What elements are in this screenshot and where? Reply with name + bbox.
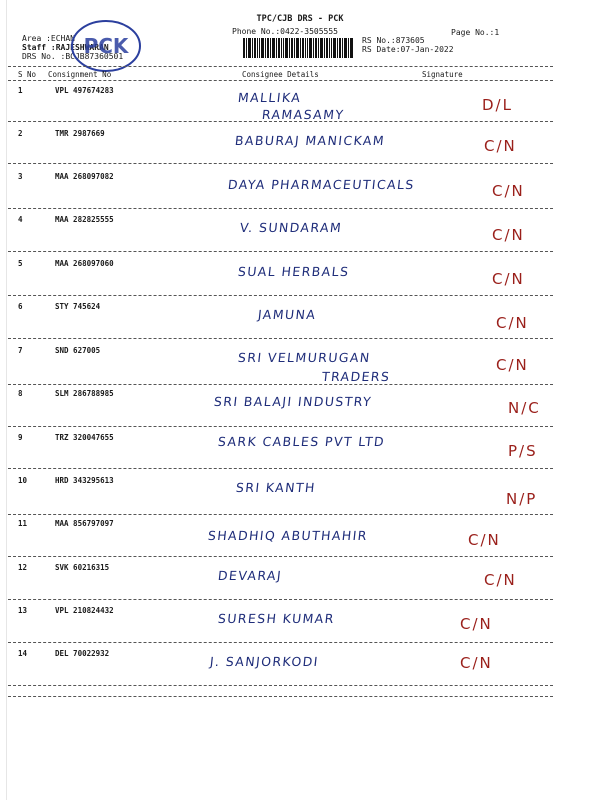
col-signature: Signature [422,70,463,79]
row-sno: 4 [18,215,23,224]
row-signature: C/N [460,615,493,633]
row-sno: 10 [18,476,28,485]
header-divider [8,66,553,67]
row-signature: C/N [496,314,529,332]
row-signature: C/N [492,270,525,288]
row-consignment: MAA 268097060 [55,259,114,268]
pck-stamp [62,18,144,76]
rs-block [362,36,454,54]
row-consignment: SLM 286788985 [55,389,114,398]
scan-edge [6,0,7,800]
row-signature: N/C [508,399,541,417]
row-sno: 8 [18,389,23,398]
row-consignee: J. SANJORKODI [209,654,320,669]
row-divider [8,251,553,252]
row-consignment: DEL 70022932 [55,649,110,658]
row-sno: 5 [18,259,23,268]
table-end-divider [8,696,553,697]
row-sno: 7 [18,346,23,355]
row-divider [8,208,553,209]
row-sno: 2 [18,129,23,138]
row-consignee: MALLIKA [237,90,303,105]
row-signature: C/N [492,182,525,200]
row-signature: C/N [484,137,517,155]
row-divider [8,685,553,686]
row-sno: 11 [18,519,28,528]
row-signature: C/N [468,531,501,549]
row-consignment: MAA 856797097 [55,519,114,528]
row-sno: 9 [18,433,23,442]
row-consignment: TMR 2987669 [55,129,105,138]
row-signature: P/S [508,442,538,460]
row-signature: D/L [482,96,513,114]
row-sno: 13 [18,606,28,615]
row-sno: 1 [18,86,23,95]
row-consignment: MAA 282825555 [55,215,114,224]
row-consignee: V. SUNDARAM [239,220,343,235]
row-divider [8,426,553,427]
row-consignment: VPL 497674283 [55,86,114,95]
staff-label: Staff :RAJESHWARAN [22,43,109,52]
row-consignee: SUAL HERBALS [237,264,351,279]
row-divider [8,295,553,296]
row-signature: C/N [460,654,493,672]
row-consignment: MAA 268097082 [55,172,114,181]
row-sno: 6 [18,302,23,311]
row-consignee: SHADHIQ ABUTHAHIR [207,528,369,543]
row-sno: 12 [18,563,28,572]
page-number: Page No.:1 [451,28,500,37]
row-divider [8,121,553,122]
document-title: TPC/CJB DRS - PCK [256,14,344,24]
row-consignee: SRI VELMURUGAN [237,350,372,365]
row-divider [8,599,553,600]
row-signature: C/N [496,356,529,374]
drs-number: DRS No. :BCJB87360501 [22,52,124,61]
row-consignee: SARK CABLES PVT LTD [217,434,386,449]
row-consignee: SRI KANTH [235,480,317,495]
row-sno: 3 [18,172,23,181]
row-consignee: JAMUNA [257,307,318,322]
col-consignment: Consignment No [48,70,112,79]
row-divider [8,514,553,515]
col-consignee: Consignee Details [242,70,319,79]
row-divider [8,642,553,643]
row-divider [8,556,553,557]
header-divider-bottom [8,80,553,81]
row-consignee-line2: TRADERS [321,369,392,384]
row-consignment: HRD 343295613 [55,476,114,485]
row-consignment: SND 627005 [55,346,101,355]
row-signature: N/P [506,490,538,508]
row-consignee: BABURAJ MANICKAM [234,133,386,148]
row-divider [8,338,553,339]
row-divider [8,163,553,164]
row-divider [8,384,553,385]
phone-number: Phone No.:0422-3505555 [232,27,338,36]
row-divider [8,468,553,469]
barcode [243,38,353,58]
area-label: Area :ECHAN [22,34,75,43]
row-sno: 14 [18,649,28,658]
rs-number: RS No.:873605 [362,36,425,45]
row-consignment: SVK 60216315 [55,563,110,572]
row-consignee: DAYA PHARMACEUTICALS [227,177,416,192]
row-consignment: VPL 210824432 [55,606,114,615]
row-consignment: TRZ 320047655 [55,433,114,442]
row-consignment: STY 745624 [55,302,101,311]
col-sno: S No [18,70,37,79]
rs-date: RS Date:07-Jan-2022 [362,45,454,54]
row-signature: C/N [484,571,517,589]
row-consignee: DEVARAJ [217,568,283,583]
row-consignee: SURESH KUMAR [217,611,336,626]
row-consignee-line2: RAMASAMY [261,107,346,122]
row-signature: C/N [492,226,525,244]
stamp-text: PCK [83,34,129,58]
row-consignee: SRI BALAJI INDUSTRY [213,394,373,409]
